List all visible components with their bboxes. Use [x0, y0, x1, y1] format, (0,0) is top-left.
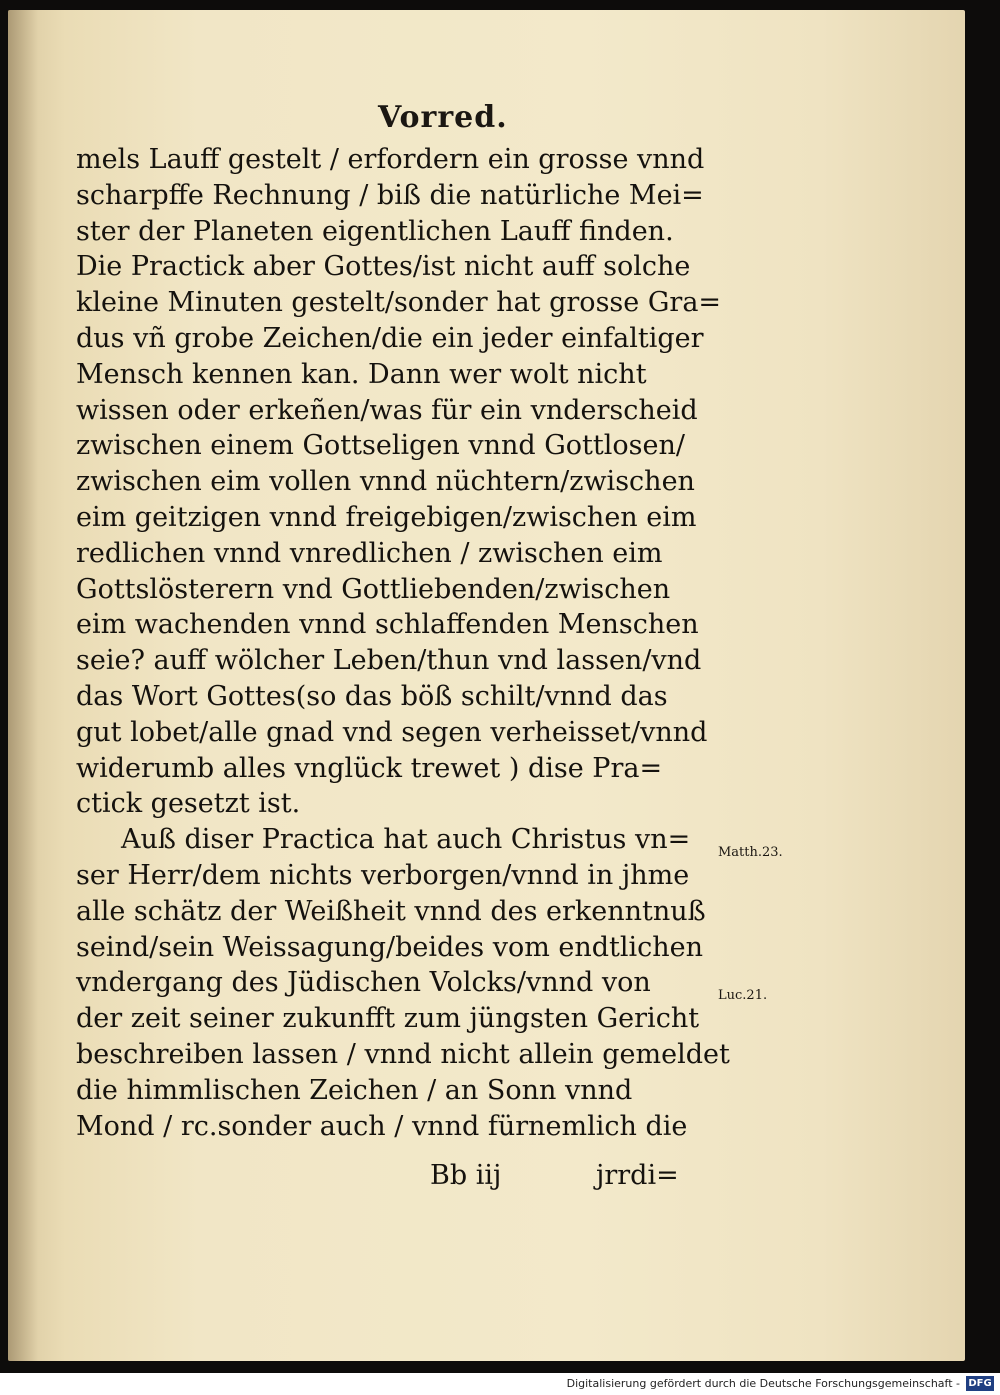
text-line: Auß diser Practica hat auch Christus vn= — [121, 824, 691, 856]
text-line: vndergang des Jüdischen Volcks/vnnd von — [76, 967, 651, 999]
text-line: das Wort Gottes(so das böß schilt/vnnd das — [76, 680, 668, 712]
text-line: ster der Planeten eigentlichen Lauff finden. — [76, 215, 674, 247]
catchword: jrrdi= — [596, 1160, 679, 1191]
gutter-shadow — [8, 10, 38, 1361]
margin-note-matth: Matth.23. — [718, 845, 783, 860]
text-line: seie? auff wölcher Leben/thun vnd lassen/vnd — [76, 645, 702, 677]
text-line: alle schätz der Weißheit vnnd des erkenntnuß — [76, 895, 706, 927]
text-block — [76, 142, 776, 1144]
text-line: gut lobet/alle gnad vnd segen verheisset/vnnd — [76, 716, 708, 748]
text-line: Die Practick aber Gottes/ist nicht auff solche — [76, 251, 691, 283]
page-header: Vorred. — [378, 100, 508, 135]
credit-text: Digitalisierung gefördert durch die Deutsche Forschungsgemeinschaft - — [566, 1377, 960, 1390]
text-line: eim geitzigen vnnd freigebigen/zwischen eim — [76, 501, 697, 533]
text-line: eim wachenden vnnd schlaffenden Menschen — [76, 609, 699, 641]
text-line: scharpffe Rechnung / biß die natürliche Mei= — [76, 179, 704, 211]
text-line: zwischen einem Gottseligen vnnd Gottlosen/ — [76, 430, 685, 462]
text-line: ctick gesetzt ist. — [76, 788, 301, 820]
text-line: ser Herr/dem nichts verborgen/vnnd in jhme — [76, 859, 690, 891]
text-line: widerumb alles vnglück trewet ) dise Pra= — [76, 752, 663, 784]
text-line: wissen oder erkeñen/was für ein vnderscheid — [76, 394, 698, 426]
text-line: kleine Minuten gestelt/sonder hat grosse Gra= — [76, 287, 722, 319]
text-line: Gottslösterern vnd Gottliebenden/zwischen — [76, 573, 671, 605]
text-line: Mensch kennen kan. Dann wer wolt nicht — [76, 358, 647, 390]
credit-bar — [0, 1373, 1000, 1395]
text-line: Mond / rc.sonder auch / vnnd fürnemlich die — [76, 1110, 688, 1142]
signature-mark: Bb iij — [430, 1160, 502, 1191]
text-line: seind/sein Weissagung/beides vom endtlichen — [76, 931, 704, 963]
text-line: redlichen vnnd vnredlichen / zwischen eim — [76, 537, 663, 569]
text-line: die himmlischen Zeichen / an Sonn vnnd — [76, 1074, 633, 1106]
text-line: dus vñ grobe Zeichen/die ein jeder einfaltiger — [76, 322, 704, 354]
text-line: zwischen eim vollen vnnd nüchtern/zwischen — [76, 466, 695, 498]
text-line: mels Lauff gestelt / erfordern ein grosse vnnd — [76, 144, 705, 175]
margin-note-luc: Luc.21. — [718, 988, 768, 1003]
text-line: beschreiben lassen / vnnd nicht allein gemeldet — [76, 1038, 730, 1070]
text-line: der zeit seiner zukunfft zum jüngsten Gericht — [76, 1003, 700, 1035]
dfg-logo: DFG — [966, 1376, 994, 1391]
